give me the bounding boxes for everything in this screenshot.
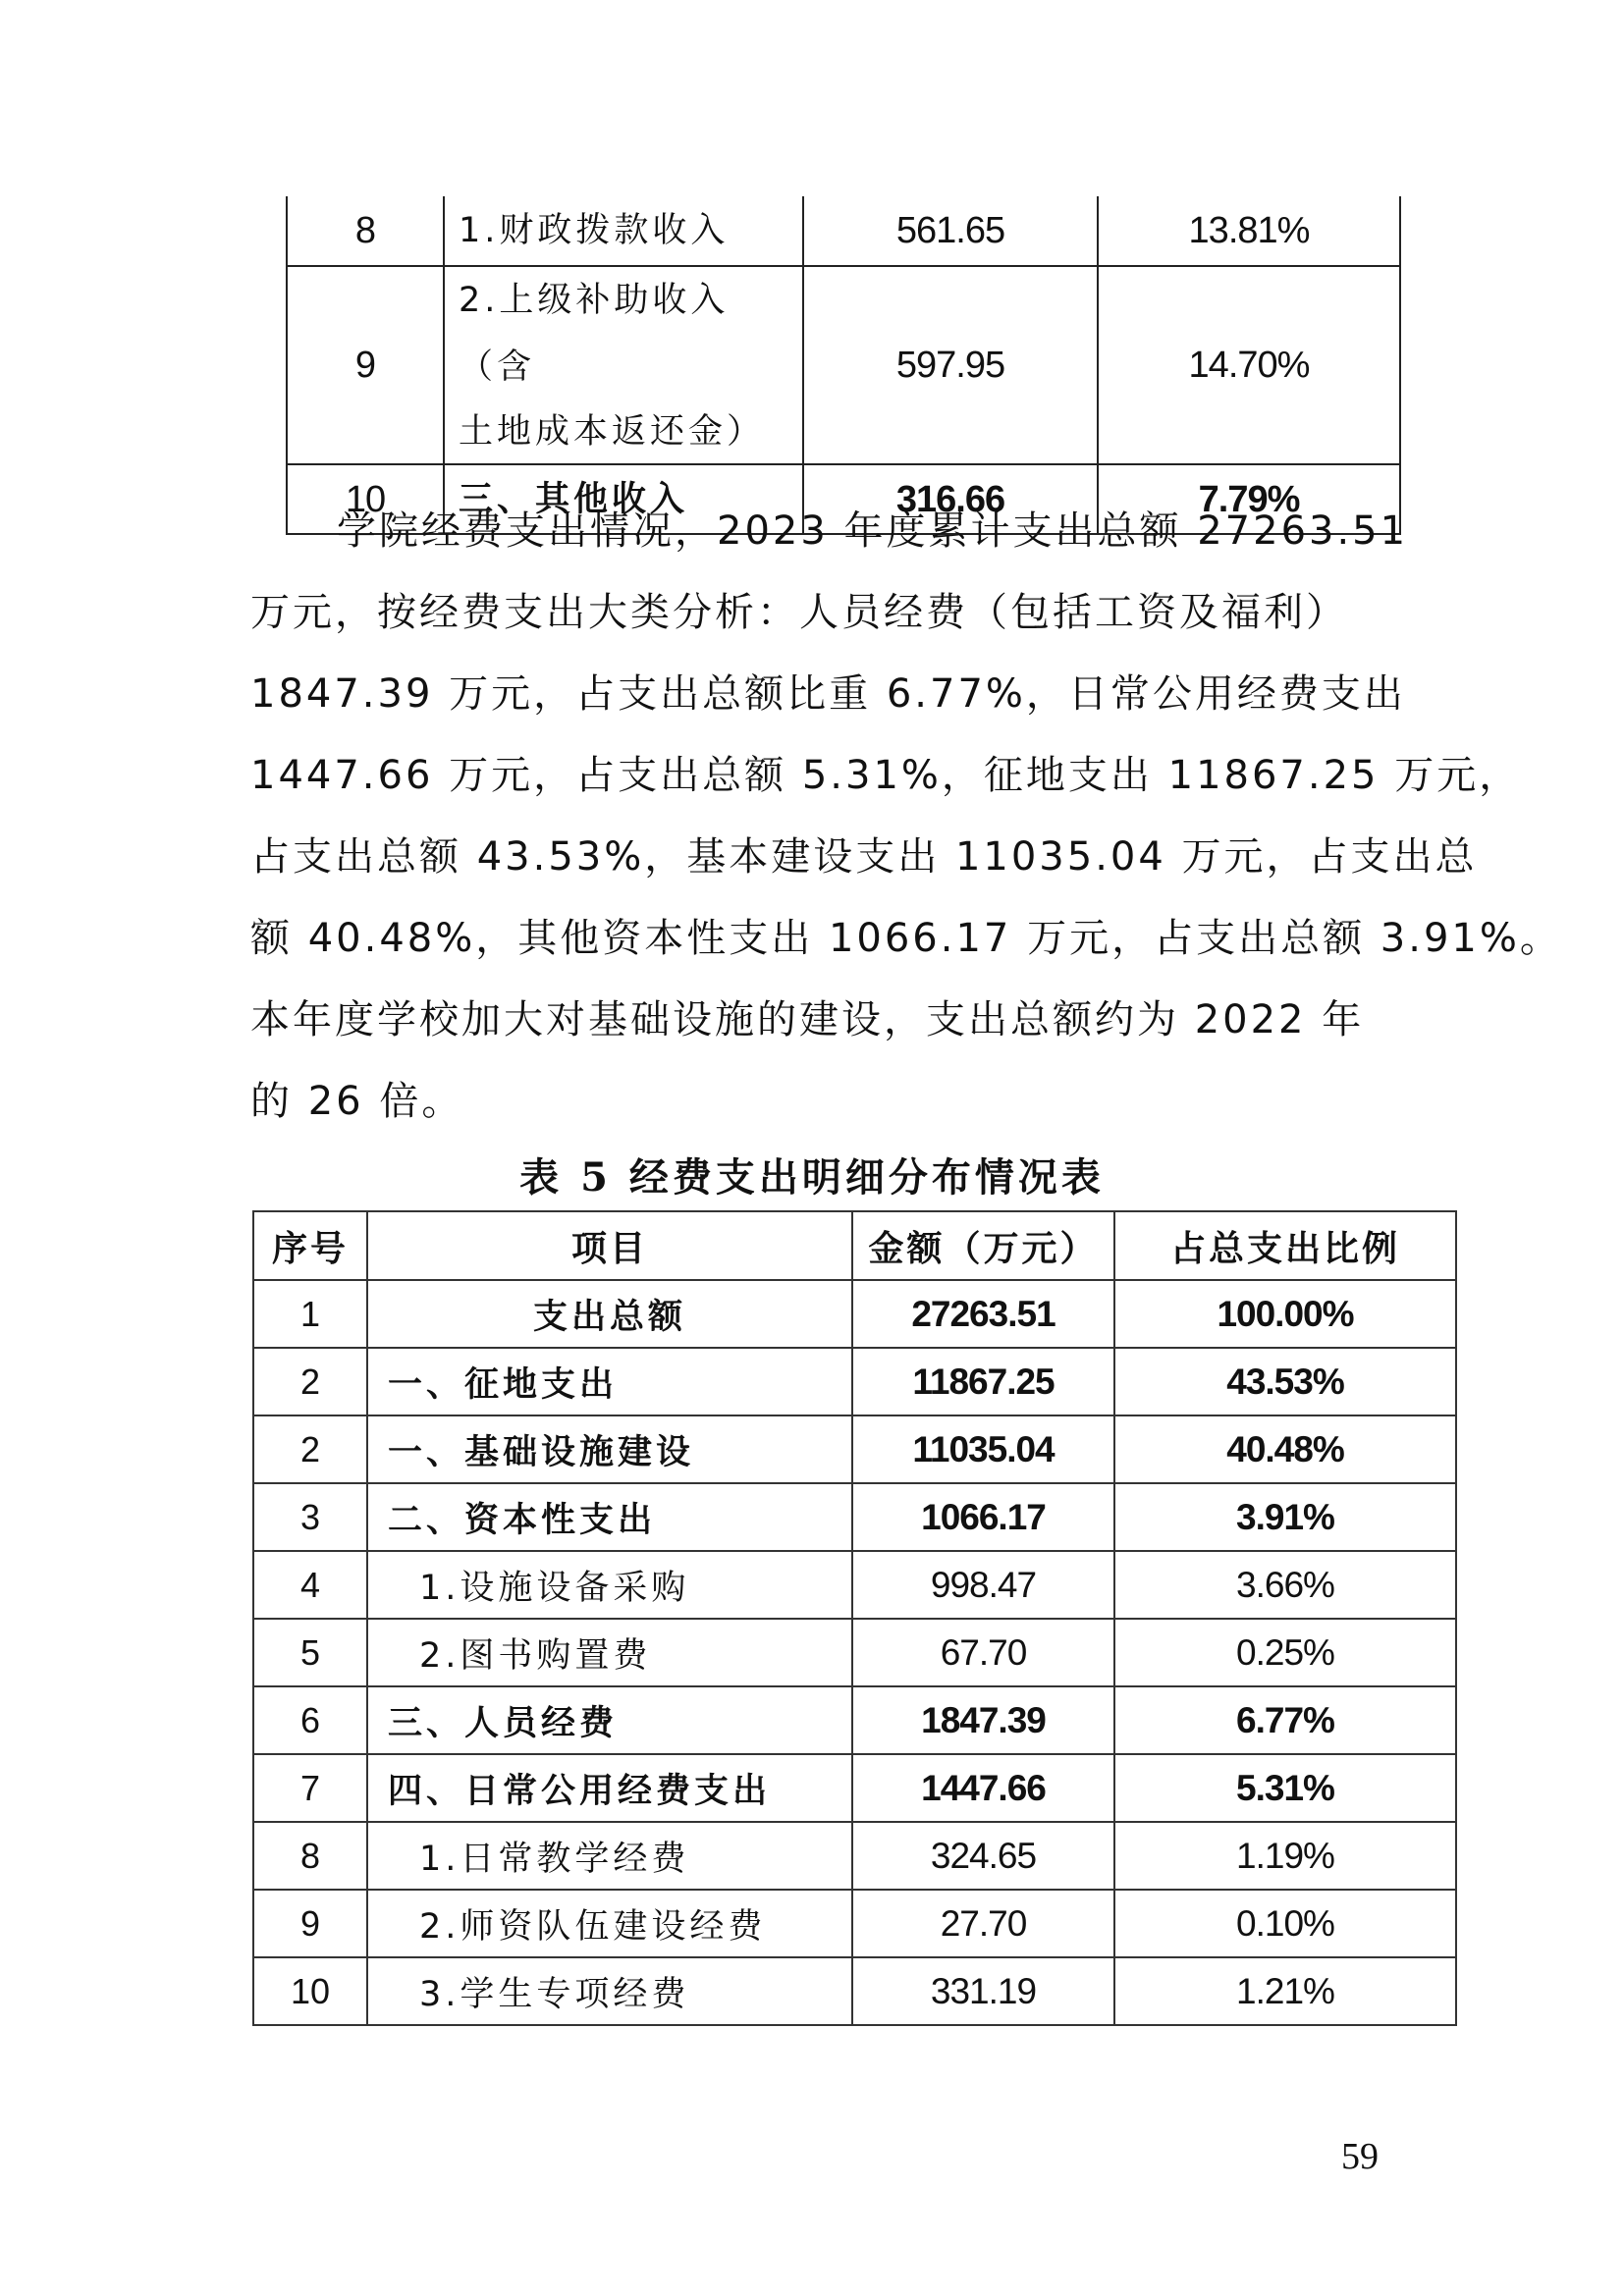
table-row <box>287 266 1400 464</box>
expense-table <box>252 1210 1457 2026</box>
header-ratio: 占总支出比例 <box>1114 1211 1456 1280</box>
row-item: 支出总额 <box>367 1280 852 1348</box>
row-amount: 1447.66 <box>852 1754 1114 1822</box>
row-amount: 67.70 <box>852 1619 1114 1686</box>
table-row <box>253 1280 1456 1348</box>
row-amount: 27263.51 <box>852 1280 1114 1348</box>
row-index: 1 <box>253 1280 367 1348</box>
row-index: 8 <box>253 1822 367 1890</box>
paragraph-line: 占支出总额 43.53%，基本建设支出 11035.04 万元，占支出总 <box>250 834 1478 880</box>
table-row <box>253 1957 1456 2025</box>
row-index: 7 <box>253 1754 367 1822</box>
row-amount: 1066.17 <box>852 1483 1114 1551</box>
paragraph-line: 万元，按经费支出大类分析：人员经费（包括工资及福利） <box>250 590 1348 635</box>
table-row <box>253 1822 1456 1890</box>
row-ratio: 1.21% <box>1114 1957 1456 2025</box>
paragraph-line: 额 40.48%，其他资本性支出 1066.17 万元，占支出总额 3.91%。 <box>250 916 1562 961</box>
page-number: 59 <box>1341 2136 1379 2177</box>
table-row <box>253 1483 1456 1551</box>
row-item: 2.图书购置费 <box>367 1619 852 1686</box>
income-table-continued <box>286 196 1401 535</box>
table-row <box>253 1619 1456 1686</box>
row-item: 1.财政拨款收入 <box>444 196 803 266</box>
row-item: 1.日常教学经费 <box>367 1822 852 1890</box>
row-ratio: 14.70% <box>1098 266 1400 464</box>
row-item <box>444 266 803 464</box>
header-amount: 金额（万元） <box>852 1211 1114 1280</box>
row-index: 8 <box>287 196 444 266</box>
header-item: 项目 <box>367 1211 852 1280</box>
table-row <box>253 1551 1456 1619</box>
paragraph-line: 的 26 倍。 <box>250 1079 464 1124</box>
table-row <box>253 1686 1456 1754</box>
row-ratio: 13.81% <box>1098 196 1400 266</box>
paragraph-line: 本年度学校加大对基础设施的建设，支出总额约为 2022 年 <box>250 997 1365 1042</box>
row-ratio: 5.31% <box>1114 1754 1456 1822</box>
table-row <box>253 1890 1456 1957</box>
table-header-row <box>253 1211 1456 1280</box>
row-index: 9 <box>287 266 444 464</box>
row-amount: 561.65 <box>803 196 1098 266</box>
row-ratio: 6.77% <box>1114 1686 1456 1754</box>
table-row <box>253 1348 1456 1415</box>
header-index: 序号 <box>253 1211 367 1280</box>
row-ratio: 43.53% <box>1114 1348 1456 1415</box>
row-index: 10 <box>253 1957 367 2025</box>
row-amount: 324.65 <box>852 1822 1114 1890</box>
row-item: 二、资本性支出 <box>367 1483 852 1551</box>
row-item: 2.师资队伍建设经费 <box>367 1890 852 1957</box>
paragraph-line: 学院经费支出情况，2023 年度累计支出总额 27263.51 <box>337 508 1409 554</box>
row-item: 1.设施设备采购 <box>367 1551 852 1619</box>
row-amount: 316.66 <box>803 464 1098 534</box>
row-index: 5 <box>253 1619 367 1686</box>
row-index: 3 <box>253 1483 367 1551</box>
row-index: 10 <box>287 464 444 534</box>
row-amount: 998.47 <box>852 1551 1114 1619</box>
row-amount: 11035.04 <box>852 1415 1114 1483</box>
row-ratio: 0.25% <box>1114 1619 1456 1686</box>
row-index: 2 <box>253 1348 367 1415</box>
row-item: 一、征地支出 <box>367 1348 852 1415</box>
row-index: 9 <box>253 1890 367 1957</box>
row-amount: 27.70 <box>852 1890 1114 1957</box>
row-amount: 597.95 <box>803 266 1098 464</box>
row-ratio: 3.66% <box>1114 1551 1456 1619</box>
row-index: 2 <box>253 1415 367 1483</box>
paragraph-line: 1847.39 万元，占支出总额比重 6.77%，日常公用经费支出 <box>250 671 1406 717</box>
row-index: 4 <box>253 1551 367 1619</box>
paragraph-line: 1447.66 万元，占支出总额 5.31%，征地支出 11867.25 万元， <box>250 753 1522 798</box>
row-item: 3.学生专项经费 <box>367 1957 852 2025</box>
row-ratio: 1.19% <box>1114 1822 1456 1890</box>
row-item-line1: 2.上级补助收入（含 <box>459 281 730 387</box>
row-index: 6 <box>253 1686 367 1754</box>
row-ratio: 7.79% <box>1098 464 1400 534</box>
row-ratio: 40.48% <box>1114 1415 1456 1483</box>
row-amount: 1847.39 <box>852 1686 1114 1754</box>
table-row <box>287 196 1400 266</box>
row-ratio: 100.00% <box>1114 1280 1456 1348</box>
row-ratio: 3.91% <box>1114 1483 1456 1551</box>
table-caption: 表 5 经费支出明细分布情况表 <box>519 1154 1105 1201</box>
row-item: 四、日常公用经费支出 <box>367 1754 852 1822</box>
row-amount: 11867.25 <box>852 1348 1114 1415</box>
row-item-line2: 土地成本返还金） <box>459 412 766 452</box>
row-item: 三、人员经费 <box>367 1686 852 1754</box>
row-ratio: 0.10% <box>1114 1890 1456 1957</box>
row-item: 一、基础设施建设 <box>367 1415 852 1483</box>
table-row <box>253 1754 1456 1822</box>
expense-summary-paragraph <box>250 491 1562 1143</box>
row-item: 三、其他收入 <box>444 464 803 534</box>
row-amount: 331.19 <box>852 1957 1114 2025</box>
table-row <box>253 1415 1456 1483</box>
